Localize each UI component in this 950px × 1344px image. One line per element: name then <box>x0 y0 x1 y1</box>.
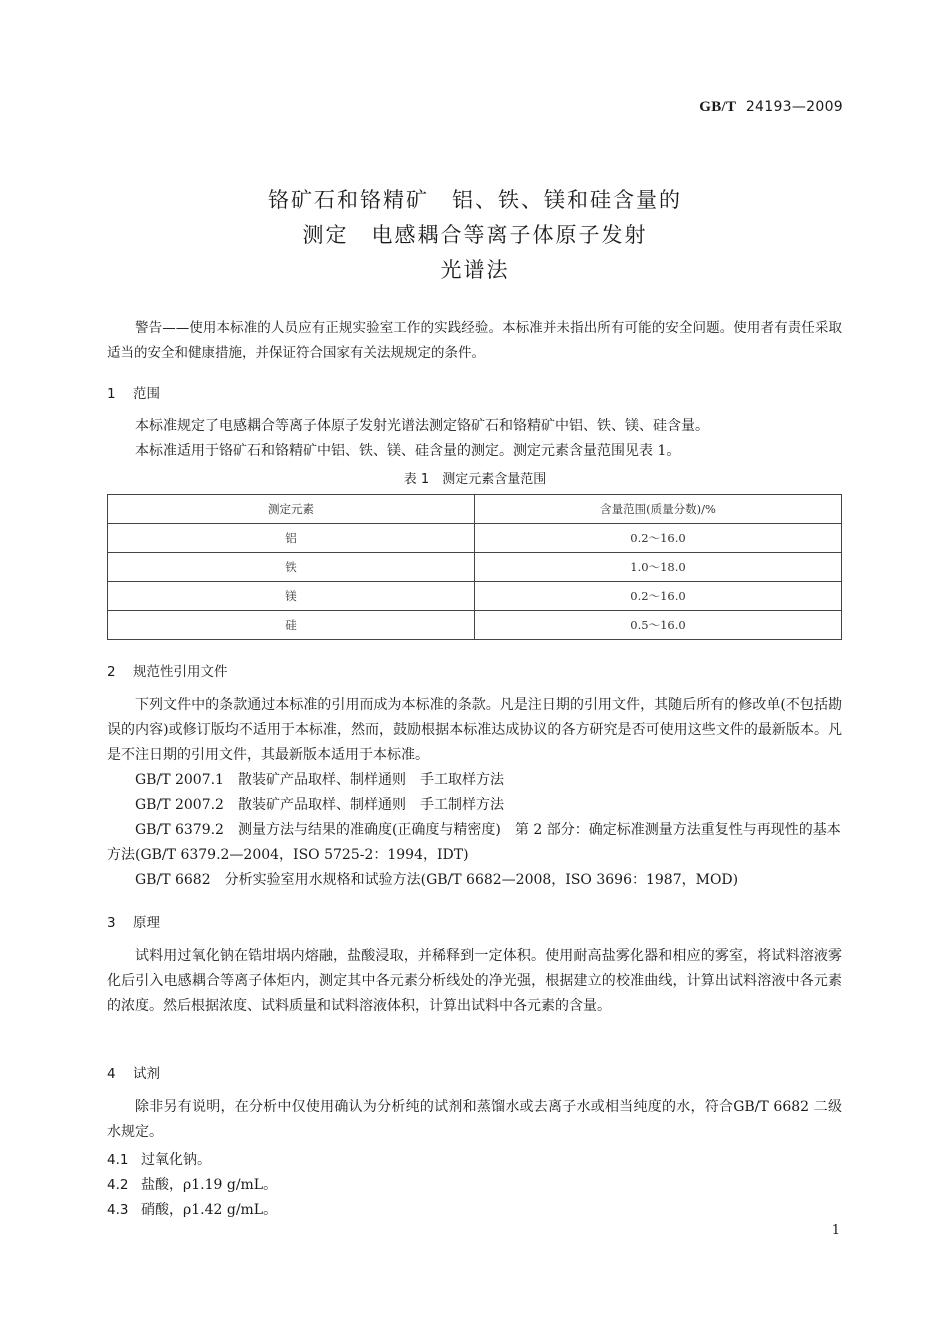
table-caption: 表 1 测定元素含量范围 <box>403 472 547 487</box>
reagent-text: 过氧化钠。 <box>141 1152 211 1168</box>
section-heading-reagents <box>107 1062 160 1082</box>
standard-prefix: GB/T <box>699 99 737 115</box>
reference-title: 散装矿产品取样、制样通则 手工取样方法 <box>237 772 504 788</box>
reagent-item <box>107 1199 277 1219</box>
reference-item <box>107 793 842 818</box>
table-cell-element: 硅 <box>108 611 475 640</box>
table-cell-range: 1.0～18.0 <box>475 553 842 582</box>
table-cell-element: 铁 <box>108 553 475 582</box>
title-line-1: 铬矿石和铬精矿 铝、铁、镁和硅含量的 <box>268 188 682 212</box>
table-cell-range: 0.5～16.0 <box>475 611 842 640</box>
reference-item <box>107 768 842 793</box>
section-heading-scope <box>107 382 160 402</box>
reference-title: 测量方法与结果的准确度(正确度与精密度) 第 2 部分：确定标准测量方法重复性与再现性的基本方法(GB/T 6379.2—2004，ISO 5725-2：1994，IDT) <box>107 822 841 863</box>
table-header-row <box>108 495 842 524</box>
reagents-paragraph: 除非另有说明，在分析中仅使用确认为分析纯的试剂和蒸馏水或去离子水或相当纯度的水，符合GB/T 6682 二级水规定。 <box>107 1099 842 1140</box>
document-title <box>0 183 950 288</box>
section-title: 原理 <box>133 915 160 931</box>
reference-title: 分析实验室用水规格和试验方法(GB/T 6682—2008，ISO 3696：1987，MOD) <box>224 872 739 888</box>
table-cell-range: 0.2～16.0 <box>475 582 842 611</box>
section-heading-principle <box>107 911 160 931</box>
reference-code: GB/T 2007.1 <box>135 772 224 788</box>
table-row <box>108 524 842 553</box>
section-title: 范围 <box>133 386 160 402</box>
reagent-text: 硝酸，ρ1.42 g/mL。 <box>141 1202 278 1218</box>
section-number: 1 <box>107 386 116 402</box>
reagent-number: 4.1 <box>107 1152 129 1168</box>
section-title: 规范性引用文件 <box>133 664 228 680</box>
reference-item <box>107 868 842 893</box>
principle-paragraph: 试料用过氧化钠在锆坩埚内熔融，盐酸浸取，并稀释到一定体积。使用耐高盐雾化器和相应的雾室，将试料溶液雾化后引入电感耦合等离子体炬内，测定其中各元素分析线处的净光强，根据建立的校准曲线，计算出试料溶液中各元素的浓度。然后根据浓度、试料质量和试料溶液体积，计算出试料中各元素的含量。 <box>107 948 842 1014</box>
reference-title: 散装矿产品取样、制样通则 手工制样方法 <box>237 797 504 813</box>
table-cell-element: 铝 <box>108 524 475 553</box>
reference-code: GB/T 6379.2 <box>135 822 224 838</box>
table-row <box>108 611 842 640</box>
element-range-table <box>107 494 842 640</box>
title-line-3: 光谱法 <box>440 258 510 282</box>
section-number: 2 <box>107 664 116 680</box>
reagent-item <box>107 1149 211 1169</box>
title-line-2: 测定 电感耦合等离子体原子发射 <box>302 223 648 247</box>
reagent-text: 盐酸，ρ1.19 g/mL。 <box>141 1177 278 1193</box>
reagent-item <box>107 1174 277 1194</box>
scope-paragraph-2: 本标准适用于铬矿石和铬精矿中铝、铁、镁、硅含量的测定。测定元素含量范围见表 1。 <box>135 443 681 459</box>
reagent-number: 4.3 <box>107 1202 129 1218</box>
reference-code: GB/T 2007.2 <box>135 797 224 813</box>
reagent-number: 4.2 <box>107 1177 129 1193</box>
references-intro-paragraph: 下列文件中的条款通过本标准的引用而成为本标准的条款。凡是注日期的引用文件，其随后所有的修改单(不包括勘误的内容)或修订版均不适用于本标准，然而，鼓励根据本标准达成协议的各方研究是否可使用这些文件的最新版本。凡是不注日期的引用文件，其最新版本适用于本标准。 <box>107 697 842 763</box>
reference-code: GB/T 6682 <box>135 872 211 888</box>
table-row <box>108 582 842 611</box>
table-header-element: 测定元素 <box>108 495 475 524</box>
table-header-range: 含量范围(质量分数)/% <box>475 495 842 524</box>
page-number: 1 <box>831 1223 840 1238</box>
section-heading-normative-references <box>107 660 228 680</box>
section-number: 3 <box>107 915 116 931</box>
standard-number-header <box>699 99 843 116</box>
reference-item <box>107 818 842 868</box>
table-row <box>108 553 842 582</box>
standard-code: 24193—2009 <box>745 99 843 115</box>
table-cell-element: 镁 <box>108 582 475 611</box>
table-cell-range: 0.2～16.0 <box>475 524 842 553</box>
section-number: 4 <box>107 1066 116 1082</box>
warning-paragraph: 警告——使用本标准的人员应有正规实验室工作的实践经验。本标准并未指出所有可能的安全问题。使用者有责任采取适当的安全和健康措施，并保证符合国家有关法规规定的条件。 <box>107 320 842 361</box>
scope-paragraph-1: 本标准规定了电感耦合等离子体原子发射光谱法测定铬矿石和铬精矿中铝、铁、镁、硅含量。 <box>135 418 709 434</box>
section-title: 试剂 <box>133 1066 160 1082</box>
